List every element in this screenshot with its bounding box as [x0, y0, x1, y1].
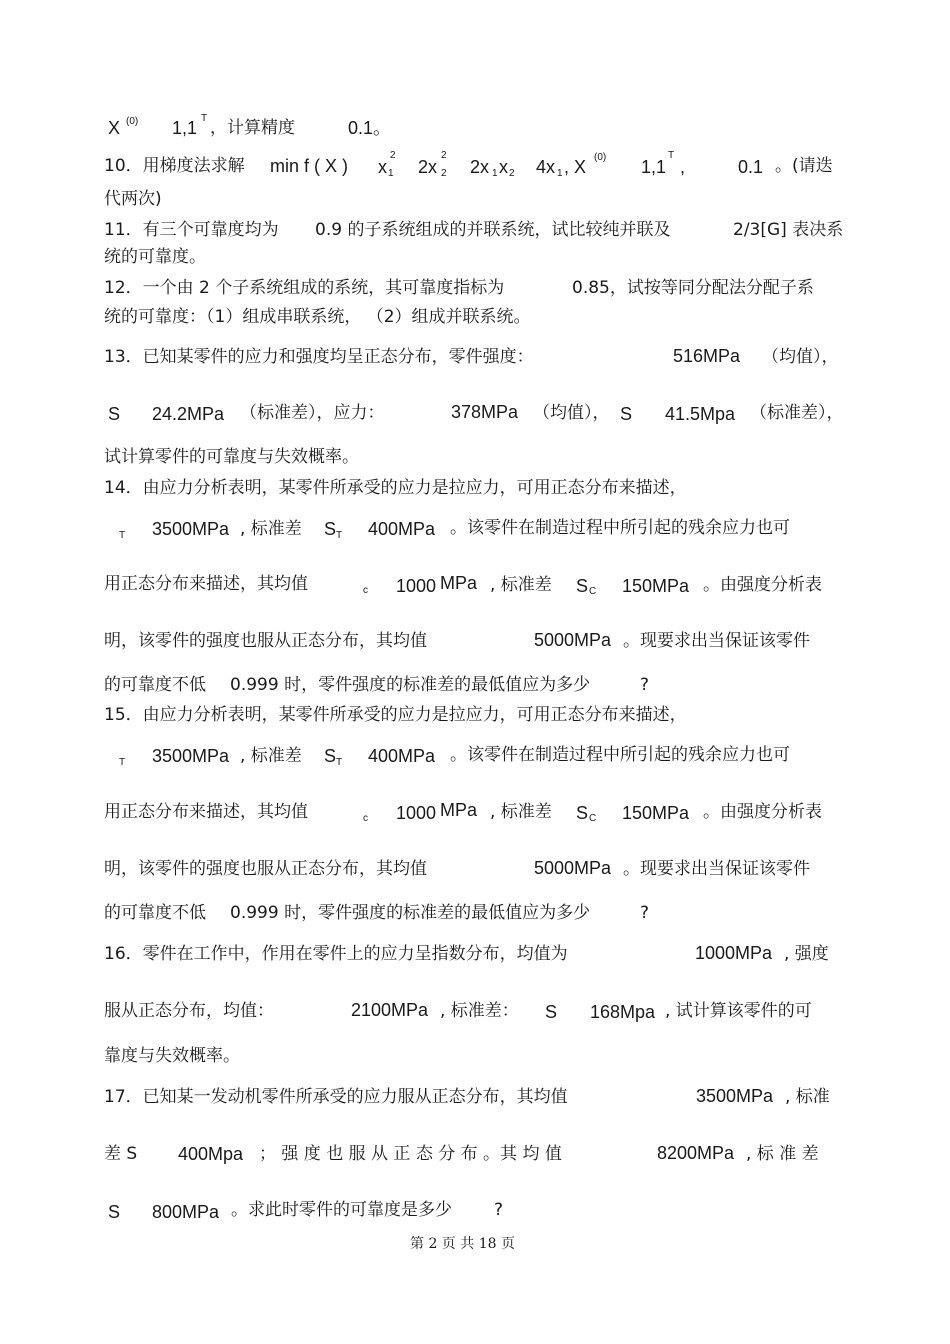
- subscript: T: [119, 757, 126, 768]
- text: 2/3[G] 表决系: [733, 220, 844, 240]
- text: 明，该零件的强度也服从正态分布，其均值: [104, 631, 427, 651]
- formula-term: x: [378, 157, 387, 177]
- value: 2100MPa: [351, 1000, 429, 1020]
- question-10-text: 10．用梯度法求解: [104, 156, 245, 176]
- value: 800MPa: [152, 1202, 220, 1222]
- text: （标准差），: [750, 403, 844, 423]
- value: 168Mpa: [590, 1002, 656, 1022]
- superscript: (0): [594, 152, 607, 163]
- formula-term: 4x: [536, 157, 556, 177]
- value: 5000MPa: [534, 630, 612, 650]
- value: 5000MPa: [534, 858, 612, 878]
- value: 1000MPa: [695, 943, 773, 963]
- symbol: S: [576, 803, 589, 823]
- text: , 试计算该零件的可: [665, 1001, 812, 1021]
- symbol: S: [108, 404, 121, 424]
- subscript: T: [336, 757, 343, 768]
- symbol: S: [620, 404, 633, 424]
- text: ?: [494, 1200, 504, 1220]
- question-17-text: 17．已知某一发动机零件所承受的应力服从正态分布，其均值: [104, 1087, 568, 1107]
- text: 0.999 时，零件强度的标准差的最低值应为多少: [230, 675, 591, 695]
- text: 。现要求出当保证该零件: [623, 631, 810, 651]
- text: , 标准差: [490, 575, 552, 595]
- text: 差 S: [104, 1144, 138, 1164]
- subscript: C: [589, 586, 597, 597]
- text: 明，该零件的强度也服从正态分布，其均值: [104, 859, 427, 879]
- value: 516MPa: [673, 346, 741, 366]
- value: 400MPa: [368, 519, 436, 539]
- formula-value: 1,1: [172, 118, 198, 138]
- formula-x0: X: [108, 118, 121, 138]
- subscript: 1: [557, 168, 563, 179]
- subscript: 1: [388, 168, 394, 179]
- text: 的可靠度不低: [104, 903, 206, 923]
- value: 378MPa: [451, 402, 519, 422]
- unit: MPa: [440, 573, 478, 593]
- text: , 标准差: [240, 519, 302, 539]
- symbol: S: [324, 746, 337, 766]
- symbol: S: [545, 1002, 558, 1022]
- precision-value: 0.1: [738, 157, 764, 177]
- text: 用正态分布来描述，其均值: [104, 574, 308, 594]
- subscript: c: [363, 585, 368, 596]
- formula-term: x: [499, 157, 508, 177]
- value: 3500MPa: [152, 746, 230, 766]
- page-footer: 第 2 页 共 18 页: [410, 1236, 515, 1252]
- precision-value: 0.1。: [348, 118, 392, 138]
- subscript: 1: [492, 168, 498, 179]
- symbol: S: [576, 576, 589, 596]
- question-16-text: 16．零件在工作中，作用在零件上的应力呈指数分布，均值为: [104, 944, 568, 964]
- text: 服从正态分布，均值：: [104, 1001, 274, 1021]
- text: ，计算精度: [210, 118, 295, 138]
- text: 统的可靠度：（1）组成串联系统， （2）组成并联系统。: [104, 307, 531, 327]
- text: ； 强 度 也 服 从 正 态 分 布 。其 均 值: [259, 1144, 562, 1164]
- text: , 标准差: [240, 746, 302, 766]
- question-13-text: 13．已知某零件的应力和强度均呈正态分布，零件强度：: [104, 347, 534, 367]
- subscript: C: [589, 813, 597, 824]
- text: 。求此时零件的可靠度是多少: [231, 1200, 452, 1220]
- text: 0.85，试按等同分配法分配子系: [572, 278, 814, 298]
- text: （均值），: [533, 403, 610, 423]
- superscript: 2: [390, 150, 396, 161]
- text: 用正态分布来描述，其均值: [104, 802, 308, 822]
- value: 150MPa: [622, 576, 690, 596]
- text: , 标准差: [490, 802, 552, 822]
- text: , 标准差：: [440, 1001, 519, 1021]
- value: 24.2MPa: [152, 404, 225, 424]
- text: , 标 准 差: [746, 1144, 819, 1164]
- value: 41.5Mpa: [665, 404, 736, 424]
- value: 150MPa: [622, 803, 690, 823]
- text: 试计算零件的可靠度与失效概率。: [104, 447, 359, 467]
- value: 400Mpa: [178, 1144, 244, 1164]
- subscript: c: [363, 813, 368, 824]
- value: 1000: [396, 576, 437, 596]
- value: 1000: [396, 803, 437, 823]
- comma: ,: [680, 157, 686, 177]
- question-11-text: 11．有三个可靠度均为: [104, 220, 279, 240]
- text: 代两次): [104, 189, 162, 209]
- question-14-text: 14．由应力分析表明，某零件所承受的应力是拉应力，可用正态分布来描述，: [104, 478, 687, 498]
- subscript: 2: [441, 168, 447, 179]
- formula-value: 1,1: [641, 157, 667, 177]
- formula-term: 2x: [418, 157, 438, 177]
- text: 。由强度分析表: [703, 575, 822, 595]
- text: 。该零件在制造过程中所引起的残余应力也可: [450, 518, 790, 538]
- superscript: 2: [441, 150, 447, 161]
- value: 400MPa: [368, 746, 436, 766]
- text: 。由强度分析表: [703, 802, 822, 822]
- subscript: T: [119, 530, 126, 541]
- superscript: (0): [126, 116, 139, 127]
- text: ?: [640, 903, 650, 923]
- text: （均值），: [762, 347, 839, 367]
- formula-x0: , X: [564, 157, 587, 177]
- text: , 强度: [784, 944, 829, 964]
- value: 3500MPa: [696, 1086, 774, 1106]
- subscript: T: [336, 530, 343, 541]
- text: 的可靠度不低: [104, 675, 206, 695]
- symbol: S: [324, 519, 337, 539]
- question-15-text: 15．由应力分析表明，某零件所承受的应力是拉应力，可用正态分布来描述，: [104, 705, 687, 725]
- value: 8200MPa: [657, 1143, 735, 1163]
- question-12-text: 12．一个由 2 个子系统组成的系统，其可靠度指标为: [104, 278, 505, 298]
- formula-min: min f ( X ): [270, 156, 349, 176]
- text: 统的可靠度。: [104, 247, 206, 267]
- text: 。(请迭: [775, 156, 833, 176]
- formula-term: 2x: [470, 157, 490, 177]
- symbol: S: [108, 1202, 121, 1222]
- text: （标准差），应力：: [240, 403, 385, 423]
- text: 。该零件在制造过程中所引起的残余应力也可: [450, 745, 790, 765]
- subscript: 2: [509, 168, 515, 179]
- text: , 标准: [785, 1087, 830, 1107]
- unit: MPa: [440, 800, 478, 820]
- text: ?: [640, 675, 650, 695]
- superscript: T: [201, 113, 208, 124]
- superscript: T: [668, 150, 675, 161]
- text: 。现要求出当保证该零件: [623, 859, 810, 879]
- text: 0.999 时，零件强度的标准差的最低值应为多少: [230, 903, 591, 923]
- value: 3500MPa: [152, 519, 230, 539]
- text: 0.9 的子系统组成的并联系统，试比较纯并联及: [315, 220, 671, 240]
- text: 靠度与失效概率。: [104, 1046, 240, 1066]
